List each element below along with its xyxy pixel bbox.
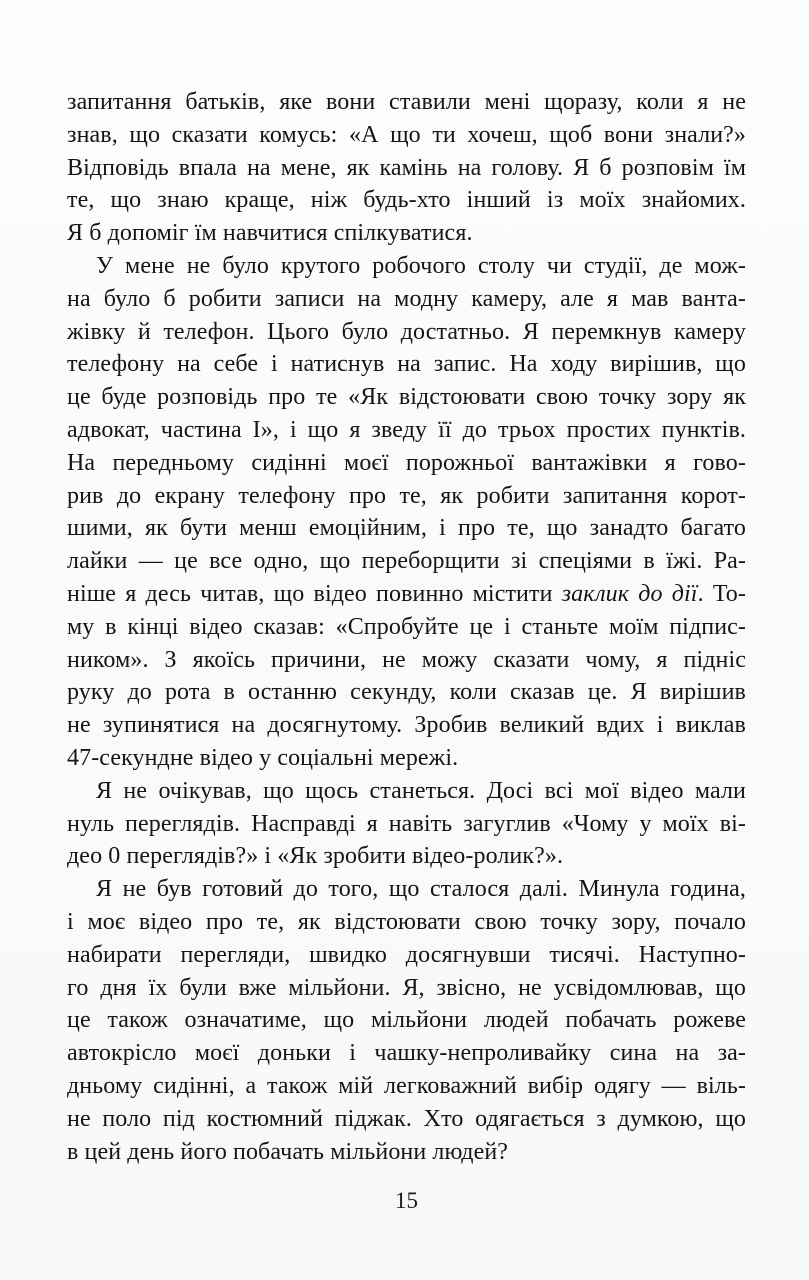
text-block xyxy=(67,86,746,1168)
text-line: на було б робити записи на модну камеру, але я мав ванта- xyxy=(67,285,746,312)
paragraph xyxy=(67,775,746,873)
text-line: знав, що сказати комусь: «А що ти хочеш, щоб вони знали?» xyxy=(67,121,746,148)
text-line: набирати перегляди, швидко досягнувши тисячі. Наступно- xyxy=(67,941,746,968)
text-line: Я б допоміг їм навчитися спілкуватися. xyxy=(67,220,473,247)
text-line: в цей день його побачать мільйони людей? xyxy=(67,1138,509,1165)
text-line: нуль переглядів. Насправді я навіть загуглив «Чому у моїх ві- xyxy=(67,810,746,837)
text-line: Я не очікував, що щось станеться. Досі всі мої відео мали xyxy=(96,777,746,804)
paragraph xyxy=(67,250,746,775)
page-number: 15 xyxy=(395,1188,418,1213)
text-line: руку до рота в останню секунду, коли сказав це. Я вирішив xyxy=(67,679,746,706)
paragraph xyxy=(67,86,746,250)
text-line: На передньому сидінні моєї порожньої вантажівки я гово- xyxy=(67,449,746,476)
text-line: не зупинятися на досягнутому. Зробив великий вдих і виклав xyxy=(67,712,746,739)
text-line: му в кінці відео сказав: «Спробуйте це і станьте моїм підпис- xyxy=(67,613,746,640)
paragraph xyxy=(67,873,746,1168)
text-line: і моє відео про те, як відстоювати свою точку зору, почало xyxy=(67,908,746,935)
text-line: Відповідь впала на мене, як камінь на голову. Я б розповім їм xyxy=(67,154,746,181)
text-line: Я не був готовий до того, що сталося далі. Минула година, xyxy=(96,876,746,903)
text-line: рив до екрану телефону про те, як робити запитання корот- xyxy=(67,482,746,509)
text-line: лайки — це все одно, що переборщити зі спеціями в їжі. Ра- xyxy=(67,548,746,575)
text-line: У мене не було крутого робочого столу чи студії, де мож- xyxy=(96,252,746,279)
text-line: запитання батьків, яке вони ставили мені щоразу, коли я не xyxy=(67,89,746,115)
text-line: телефону на себе і натиснув на запис. На ходу вирішив, що xyxy=(67,351,746,378)
text-line: го дня їх були вже мільйони. Я, звісно, не усвідомлював, що xyxy=(67,974,746,1001)
text-line: це буде розповідь про те «Як відстоювати свою точку зору як xyxy=(67,384,746,411)
text-line: ником». З якоїсь причини, не можу сказати чому, я підніс xyxy=(67,646,746,673)
text-line: те, що знаю краще, ніж будь-хто інший із моїх знайомих. xyxy=(67,187,746,214)
text-line: 47-секундне відео у соціальні мережі. xyxy=(67,744,459,771)
text-line: дньому сидінні, а також мій легковажний вибір одягу — віль- xyxy=(67,1072,746,1099)
text-line: ніше я десь читав, що відео повинно містити заклик до дії. То- xyxy=(67,580,746,607)
text-line: автокрісло моєї доньки і чашку-непроливайку сина на за- xyxy=(67,1040,746,1067)
text-line: це також означатиме, що мільйони людей побачать рожеве xyxy=(67,1007,746,1034)
text-line: не поло під костюмний піджак. Хто одягається з думкою, що xyxy=(67,1105,746,1132)
text-line: шими, як бути менш емоційним, і про те, що занадто багато xyxy=(67,515,746,542)
text-line: део 0 переглядів?» і «Як зробити відео-ролик?». xyxy=(67,843,564,870)
text-line: адвокат, частина I», і що я зведу її до трьох простих пунктів. xyxy=(67,416,746,443)
text-line: жівку й телефон. Цього було достатньо. Я перемкнув камеру xyxy=(67,318,746,345)
